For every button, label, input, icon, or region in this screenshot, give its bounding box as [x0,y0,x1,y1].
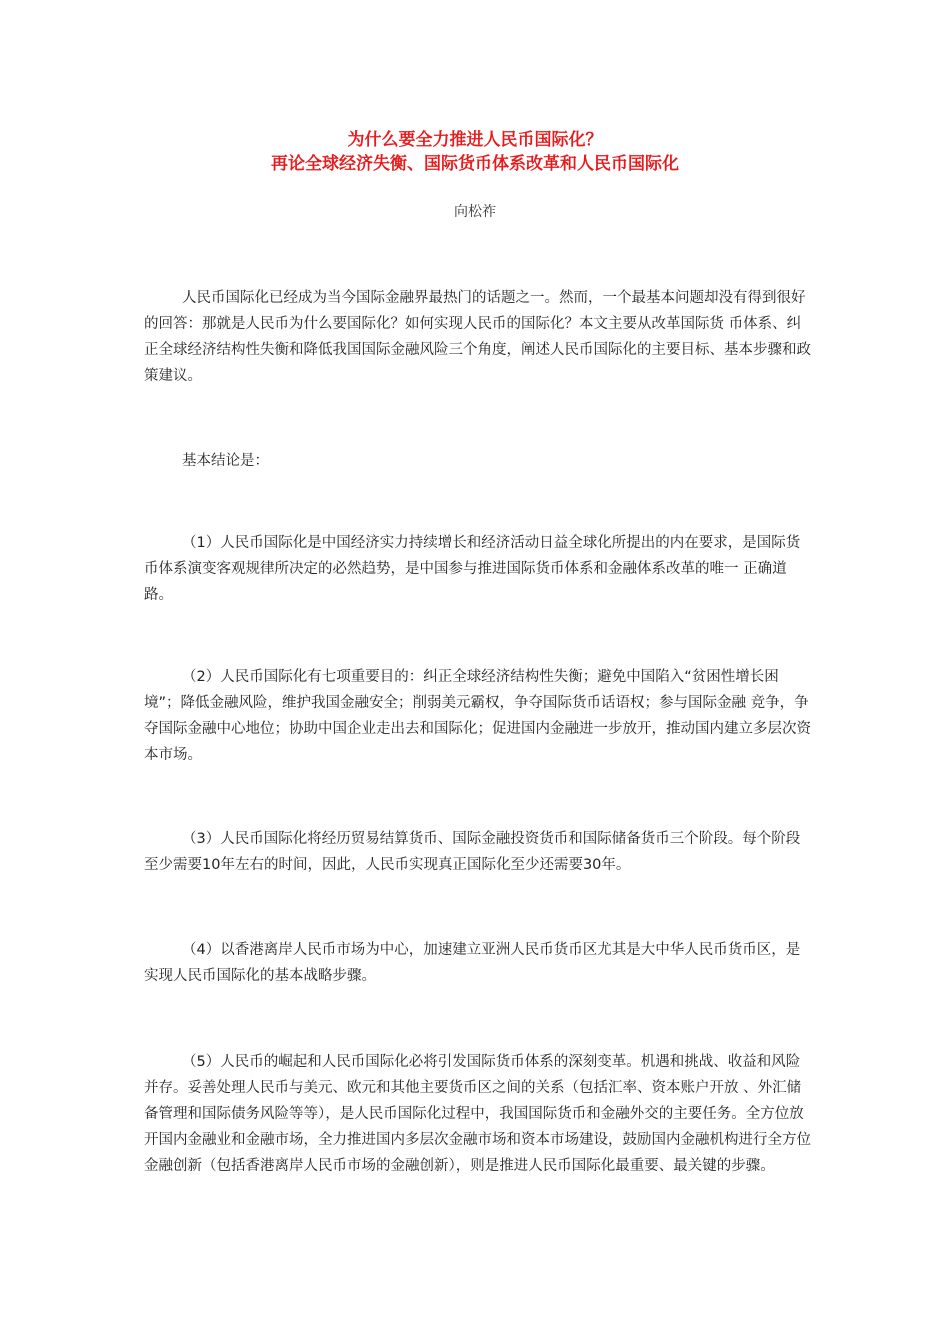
conclusion-paragraph-2: （2）人民币国际化有七项重要目的：纠正全球经济结构性失衡；避免中国陷入“贫困性增长困境”；降低金融风险，维护我国金融安全；削弱美元霸权，争夺国际货币话语权；参与国际金融 竞争，争夺国际金融中心地位；协助中国企业走出去和国际化；促进国内金融进一步放开，推动国内建立多层次资本市场。 [144,669,811,763]
conclusion-paragraph-3: （3）人民币国际化将经历贸易结算货币、国际金融投资货币和国际储备货币三个阶段。每个阶段至少需要10年左右的时间，因此，人民币实现真正国际化至少还需要30年。 [144,831,801,873]
document-title-line2: 再论全球经济失衡、国际货币体系改革和人民币国际化 [271,154,679,174]
intro-paragraph: 人民币国际化已经成为当今国际金融界最热门的话题之一。然而，一个最基本问题却没有得到很好的回答：那就是人民币为什么要国际化？如何实现人民币的国际化？本文主要从改革国际货 币体系、纠正全球经济结构性失衡和降低我国国际金融风险三个角度，阐述人民币国际化的主要目标、基本步骤和政策建议。 [144,290,811,384]
basic-conclusion-heading: 基本结论是： [182,453,269,469]
author-name: 向松祚 [454,204,496,220]
conclusion-paragraph-5: （5）人民币的崛起和人民币国际化必将引发国际货币体系的深刻变革。机遇和挑战、收益和风险并存。妥善处理人民币与美元、欧元和其他主要货币区之间的关系（包括汇率、资本账户开放 、外汇储备管理和国际债务风险等等），是人民币国际化过程中，我国国际货币和金融外交的主要任务。全方位放开国内金融业和金融市场，全力推进国内多层次金融市场和资本市场建设，鼓励国内金融机构进行全方位金融创新（包括香港离岸人民币市场的金融创新），则是推进人民币国际化最重要、最关键的步骤。 [144,1054,811,1174]
conclusion-paragraph-1: （1）人民币国际化是中国经济实力持续增长和经济活动日益全球化所提出的内在要求，是国际货币体系演变客观规律所决定的必然趋势，是中国参与推进国际货币体系和金融体系改革的唯一 正确道路。 [144,535,801,603]
conclusion-paragraph-4: （4）以香港离岸人民币市场为中心，加速建立亚洲人民币货币区尤其是大中华人民币货币区，是实现人民币国际化的基本战略步骤。 [144,942,801,984]
document-title-line1: 为什么要全力推进人民币国际化？ [347,130,603,150]
